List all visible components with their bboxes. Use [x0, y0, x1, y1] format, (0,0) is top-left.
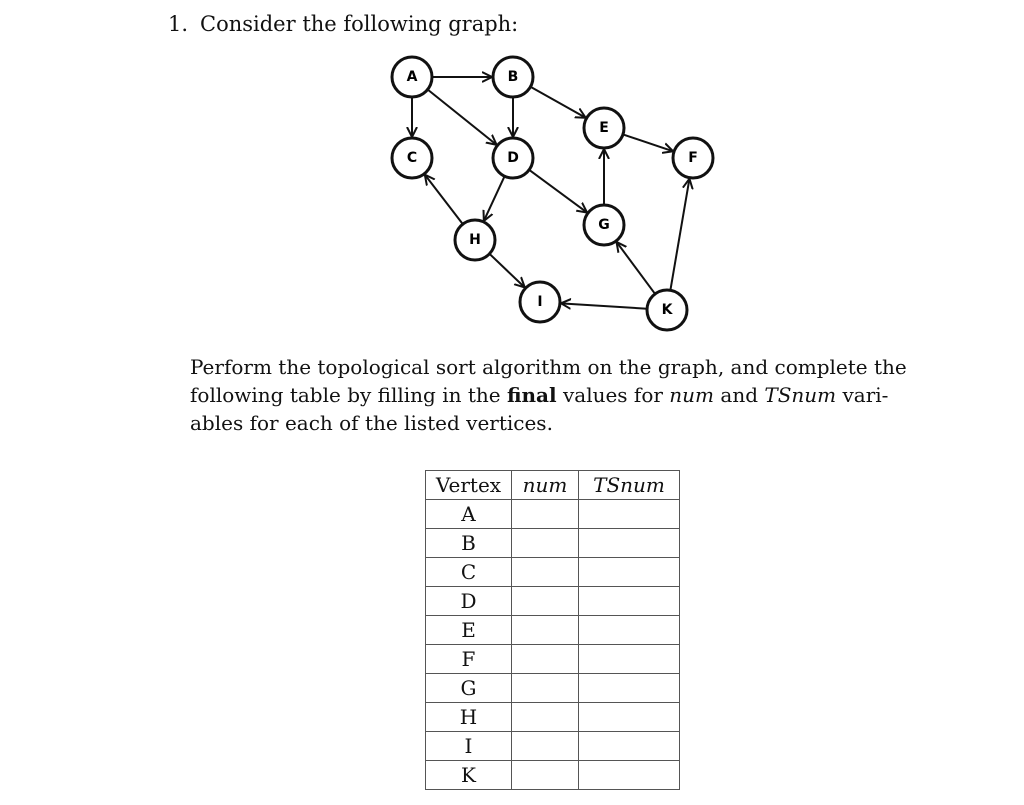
node-label: D — [507, 150, 519, 166]
table-row — [426, 558, 680, 587]
num-cell[interactable] — [512, 500, 579, 529]
node-label: H — [469, 232, 481, 248]
table-row — [426, 529, 680, 558]
vertex-cell: B — [426, 529, 512, 558]
vertex-cell: C — [426, 558, 512, 587]
tsnum-cell[interactable] — [579, 761, 680, 790]
header-num: num — [512, 471, 579, 500]
num-cell[interactable] — [512, 761, 579, 790]
edge-k-to-g — [617, 242, 656, 294]
table-row — [426, 761, 680, 790]
node-label: E — [599, 120, 609, 136]
tsnum-cell[interactable] — [579, 732, 680, 761]
vertex-cell: D — [426, 587, 512, 616]
instructions-paragraph — [190, 353, 930, 437]
table-row — [426, 703, 680, 732]
node-label: C — [406, 150, 418, 166]
node-g — [584, 205, 624, 245]
node-label: B — [507, 69, 519, 85]
num-cell[interactable] — [512, 616, 579, 645]
instructions-line-1: Perform the topological sort algorithm on the graph, and complete the — [190, 355, 907, 379]
tsnum-cell[interactable] — [579, 500, 680, 529]
tsnum-cell[interactable] — [579, 587, 680, 616]
node-label: F — [688, 150, 698, 166]
tsnum-cell[interactable] — [579, 529, 680, 558]
edge-h-to-c — [425, 175, 463, 224]
edge-k-to-i — [561, 303, 647, 308]
vertex-cell: G — [426, 674, 512, 703]
table-row — [426, 616, 680, 645]
instructions-line-2: following table by filling in the final values for num and TSnum vari- — [190, 383, 889, 407]
node-d — [493, 138, 533, 178]
var-tsnum: TSnum — [764, 383, 837, 407]
node-a — [392, 57, 432, 97]
node-e — [584, 108, 624, 148]
vertex-cell: F — [426, 645, 512, 674]
tsnum-cell[interactable] — [579, 703, 680, 732]
emphasis-final: final — [506, 383, 557, 407]
edge-b-to-e — [530, 87, 585, 118]
node-i — [520, 282, 560, 322]
table-header-row — [426, 471, 680, 500]
node-f — [673, 138, 713, 178]
table-row — [426, 732, 680, 761]
vertex-table — [425, 470, 680, 790]
tsnum-cell[interactable] — [579, 674, 680, 703]
edge-h-to-i — [489, 254, 524, 288]
tsnum-cell[interactable] — [579, 558, 680, 587]
vertex-cell: A — [426, 500, 512, 529]
header-vertex: Vertex — [426, 471, 512, 500]
table-row — [426, 674, 680, 703]
node-h — [455, 220, 495, 260]
instructions-line-3: ables for each of the listed vertices. — [190, 411, 553, 435]
num-cell[interactable] — [512, 732, 579, 761]
node-b — [493, 57, 533, 97]
num-cell[interactable] — [512, 674, 579, 703]
node-label: G — [598, 217, 610, 233]
vertex-cell: K — [426, 761, 512, 790]
edge-k-to-f — [670, 179, 689, 291]
question-heading — [168, 12, 518, 36]
header-tsnum: TSnum — [579, 471, 680, 500]
num-cell[interactable] — [512, 558, 579, 587]
node-k — [647, 290, 687, 330]
question-prompt: Consider the following graph: — [200, 12, 519, 36]
edge-d-to-g — [529, 170, 587, 213]
node-label: I — [537, 294, 543, 310]
vertex-cell: H — [426, 703, 512, 732]
var-num: num — [669, 383, 715, 407]
num-cell[interactable] — [512, 703, 579, 732]
tsnum-cell[interactable] — [579, 645, 680, 674]
table-row — [426, 645, 680, 674]
node-label: K — [661, 302, 673, 318]
edge-d-to-h — [484, 176, 505, 221]
edge-e-to-f — [623, 134, 673, 151]
node-label: A — [406, 69, 418, 85]
tsnum-cell[interactable] — [579, 616, 680, 645]
edge-a-to-d — [428, 90, 497, 145]
num-cell[interactable] — [512, 529, 579, 558]
directed-graph — [380, 50, 720, 340]
table-row — [426, 500, 680, 529]
question-number: 1. — [168, 12, 189, 36]
table-row — [426, 587, 680, 616]
node-c — [392, 138, 432, 178]
vertex-cell: I — [426, 732, 512, 761]
num-cell[interactable] — [512, 645, 579, 674]
num-cell[interactable] — [512, 587, 579, 616]
vertex-cell: E — [426, 616, 512, 645]
